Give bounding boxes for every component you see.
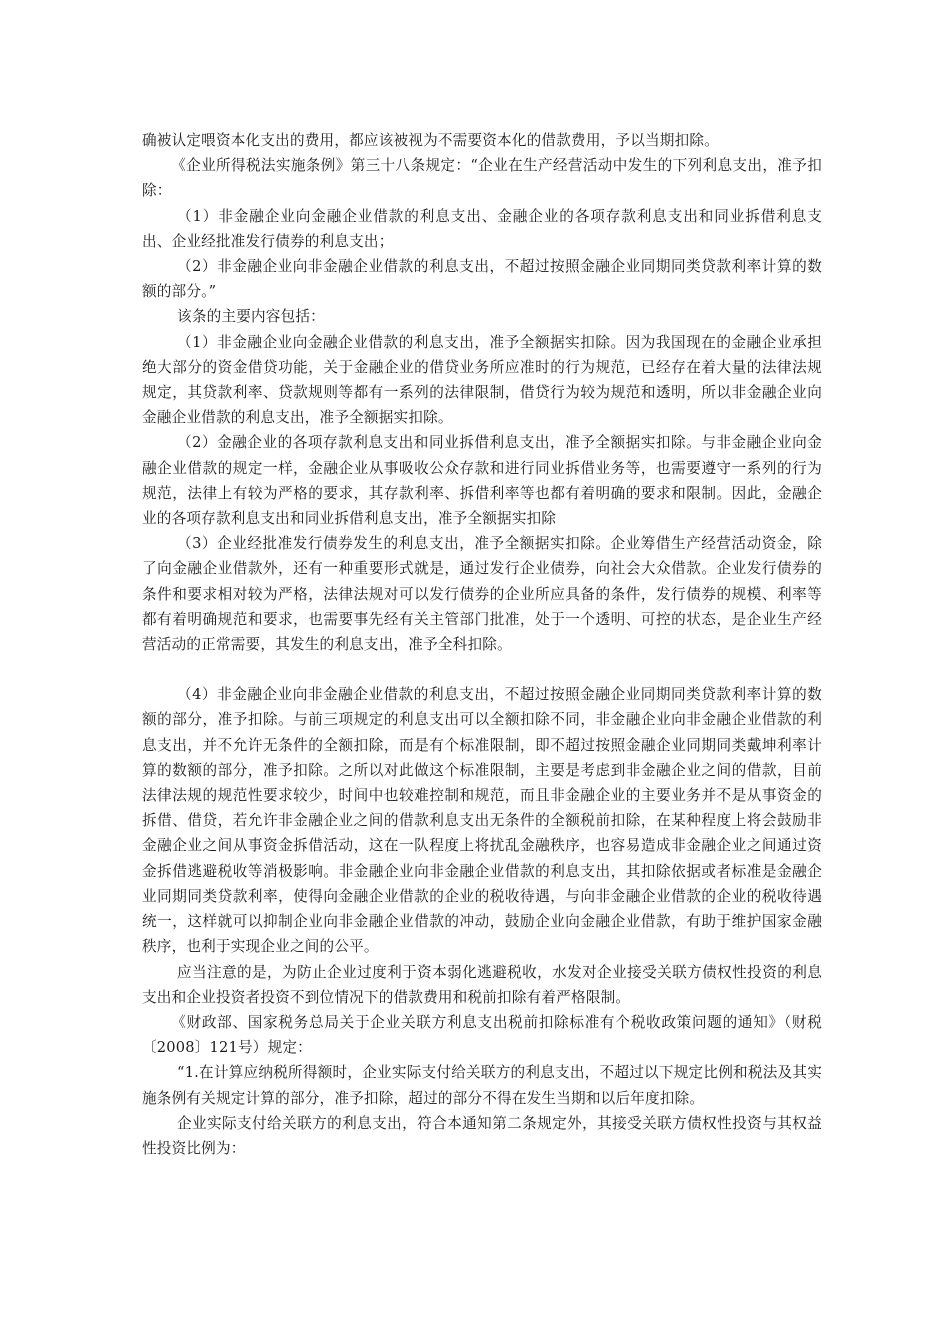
- paragraph-notice-reference: 《财政部、国家税务总局关于企业关联方利息支出税前扣除标准有个税收政策问题的通知》（财税〔2008〕121号）规定：: [142, 1013, 822, 1057]
- paragraph-article-38-item-2: （2）非金融企业向非金融企业借款的利息支出，不超过按照金融企业同期同类贷款利率计算的数额的部分。”: [142, 258, 822, 301]
- paragraph-point-4: （4）非金融企业向非金融企业借款的利息支出，不超过按照金融企业同期同类贷款利率计算的数额的部分，准予扣除。与前三项规定的利息支出可以全额扣除不同，非金融企业向非金融企业借款的利息支出，并不允许无条件的全额扣除，而是有个标准限制，即不超过按照金融企业同期同类戴坤利率计算的数额的部分，准予扣除。之所以对此做这个标准限制，主要是考虑到非金融企业之间的借款，目前法律法规的规范性要求较少，时间中也较难控制和规范，而且非金融企业的主要业务并不是从事资金的拆借、借贷，若允许非金融企业之间的借款利息支出无条件的全额税前扣除，在某种程度上将会鼓励非金融企业之间从事资金拆借活动，这在一队程度上将扰乱金融秩序，也容易造成非金融企业之间通过资金拆借逃避税收等消极影响。非金融企业向非金融企业借款的利息支出，其扣除依据或者标准是金融企业同期同类贷款利率，使得向金融企业借款的企业的税收待遇，与向非金融企业借款的企业的税收待遇统一，这样就可以抑制企业向非金融企业借款的冲动，鼓励企业向金融企业借款，有助于维护国家金融秩序，也利于实现企业之间的公平。: [142, 686, 822, 956]
- paragraph-article-38-item-1: （1）非金融企业向金融企业借款的利息支出、金融企业的各项存款利息支出和同业拆借利息支出、企业经批准发行债券的利息支出；: [142, 207, 822, 250]
- paragraph-ratio-intro: 企业实际支付给关联方的利息支出，符合本通知第二条规定外，其接受关联方债权性投资与其权益性投资比例为：: [142, 1114, 822, 1157]
- paragraph-capitalized-costs: 确被认定喂资本化支出的费用，都应该被视为不需要资本化的借款费用，予以当期扣除。: [142, 132, 719, 149]
- paragraph-point-2: （2）金融企业的各项存款利息支出和同业拆借利息支出，准予全额据实扣除。与非金融企业向金融企业借款的规定一样，金融企业从事吸收公众存款和进行同业拆借业务等，也需要遵守一系列的行为规范，法律上有较为严格的要求，其存款利率、拆借利率等也都有着明确的要求和限制。因此，金融企业的各项存款利息支出和同业拆借利息支出，准予全额据实扣除: [142, 434, 822, 528]
- paragraph-gap: [142, 657, 822, 682]
- paragraph-notice-item-1: “1.在计算应纳税所得额时，企业实际支付给关联方的利息支出，不超过以下规定比例和税法及其实施条例有关规定计算的部分，准予扣除，超过的部分不得在发生当期和以后年度扣除。: [142, 1064, 822, 1107]
- paragraph-point-1: （1）非金融企业向金融企业借款的利息支出，准予全额据实扣除。因为我国现在的金融企业承担绝大部分的资金借贷功能，关于金融企业的借贷业务所应准时的行为规范，已经存在着大量的法律法规规定，其贷款利率、贷款规则等都有一系列的法律限制，借贷行为较为规范和透明，所以非金融企业向金融企业借款的利息支出，准予全额据实扣除。: [142, 333, 822, 427]
- paragraph-point-3: （3）企业经批准发行债券发生的利息支出，准予全额据实扣除。企业筹借生产经营活动资金，除了向金融企业借款外，还有一种重要形式就是，通过发行企业债券，向社会大众借款。企业发行债券的条件和要求相对较为严格，法律法规对可以发行债券的企业所应具备的条件，发行债券的规模、利率等都有着明确规范和要求，也需要事先经有关主管部门批准，处于一个透明、可控的状态，是企业生产经营活动的正常需要，其发生的利息支出，准予全科扣除。: [142, 535, 822, 654]
- paragraph-note-thin-capitalization: 应当注意的是，为防止企业过度利于资本弱化逃避税收，水发对企业接受关联方债权性投资的利息支出和企业投资者投资不到位情况下的借款费用和税前扣除有着严格限制。: [142, 963, 822, 1006]
- paragraph-article-38-intro: 《企业所得税法实施条例》第三十八条规定：“企业在生产经营活动中发生的下列利息支出，准予扣除：: [142, 157, 822, 200]
- paragraph-main-content-heading: 该条的主要内容包括：: [177, 308, 325, 326]
- document-page: [142, 128, 822, 1161]
